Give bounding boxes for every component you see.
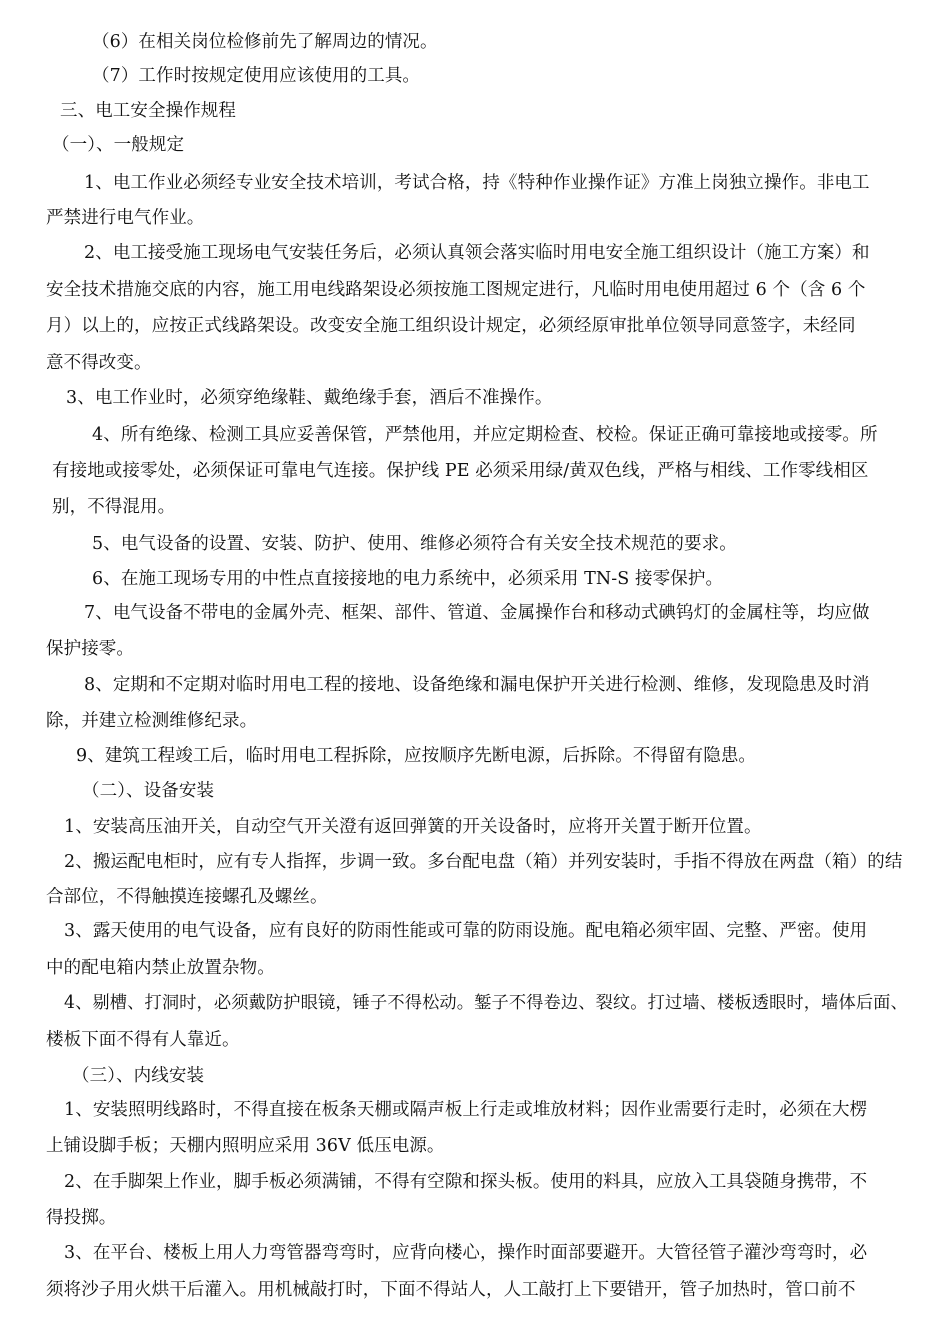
text-line: 得投掷。 [46,1208,117,1228]
text-line: 4、剔槽、打洞时，必须戴防护眼镜，锤子不得松动。錾子不得卷边、裂纹。打过墙、楼板透眼时，墙体后面、 [64,993,908,1013]
text-line: 严禁进行电气作业。 [46,208,205,228]
text-line: 合部位，不得触摸连接螺孔及螺丝。 [46,887,328,907]
text-line: 1、安装高压油开关，自动空气开关澄有返回弹簧的开关设备时，应将开关置于断开位置。 [64,817,762,837]
text-line: 8、定期和不定期对临时用电工程的接地、设备绝缘和漏电保护开关进行检测、维修，发现隐患及时消 [84,675,870,695]
text-line: 1、安装照明线路时，不得直接在板条天棚或隔声板上行走或堆放材料；因作业需要行走时，必须在大楞 [64,1100,868,1120]
text-line: 楼板下面不得有人靠近。 [46,1030,240,1050]
text-line: 5、电气设备的设置、安装、防护、使用、维修必须符合有关安全技术规范的要求。 [92,534,737,554]
text-line: 4、所有绝缘、检测工具应妥善保管，严禁他用，并应定期检查、校检。保证正确可靠接地或接零。所 [92,425,878,445]
text-line: 6、在施工现场专用的中性点直接接地的电力系统中，必须采用 TN-S 接零保护。 [92,569,724,589]
text-line: 别，不得混用。 [52,497,176,517]
text-line: 中的配电箱内禁止放置杂物。 [46,958,275,978]
text-line: （7）工作时按规定使用应该使用的工具。 [92,66,421,86]
text-line: 3、在平台、楼板上用人力弯管器弯弯时，应背向楼心，操作时面部要避开。大管径管子灌沙弯弯时，必 [64,1243,868,1263]
text-line: 2、在手脚架上作业，脚手板必须满铺，不得有空隙和探头板。使用的料具，应放入工具袋随身携带，不 [64,1172,868,1192]
text-line: 上铺设脚手板；天棚内照明应采用 36V 低压电源。 [46,1136,445,1156]
text-line: 3、露天使用的电气设备，应有良好的防雨性能或可靠的防雨设施。配电箱必须牢固、完整、严密。使用 [64,921,868,941]
text-line: 7、电气设备不带电的金属外壳、框架、部件、管道、金属操作台和移动式碘钨灯的金属柱等，均应做 [84,603,870,623]
text-line: （6）在相关岗位检修前先了解周边的情况。 [92,32,438,52]
subsection-heading: （二）、设备安装 [82,781,215,801]
text-line: 有接地或接零处，必须保证可靠电气连接。保护线 PE 必须采用绿/黄双色线，严格与相线、工作零线相区 [52,461,869,481]
text-line: 须将沙子用火烘干后灌入。用机械敲打时，下面不得站人，人工敲打上下要错开，管子加热时，管口前不 [46,1280,856,1300]
text-line: 月）以上的，应按正式线路架设。改变安全施工组织设计规定，必须经原审批单位领导同意签字，未经同 [46,316,856,336]
text-line: 保护接零。 [46,639,134,659]
text-line: 9、建筑工程竣工后，临时用电工程拆除，应按顺序先断电源，后拆除。不得留有隐患。 [76,746,757,766]
text-line: 除，并建立检测维修纪录。 [46,711,258,731]
text-line: 意不得改变。 [46,353,152,373]
subsection-heading: （一）、一般规定 [52,135,185,155]
text-line: 安全技术措施交底的内容，施工用电线路架设必须按施工图规定进行，凡临时用电使用超过 6 个（含 6 个 [46,280,866,300]
section-heading: 三、电工安全操作规程 [60,101,236,121]
text-line: 3、电工作业时，必须穿绝缘鞋、戴绝缘手套，酒后不准操作。 [66,388,553,408]
text-line: 2、电工接受施工现场电气安装任务后，必须认真领会落实临时用电安全施工组织设计（施工方案）和 [84,243,870,263]
subsection-heading: （三）、内线安装 [72,1066,205,1086]
text-line: 2、搬运配电柜时，应有专人指挥，步调一致。多台配电盘（箱）并列安装时，手指不得放在两盘（箱）的结 [64,852,903,872]
text-line: 1、电工作业必须经专业安全技术培训，考试合格，持《特种作业操作证》方准上岗独立操作。非电工 [84,173,870,193]
